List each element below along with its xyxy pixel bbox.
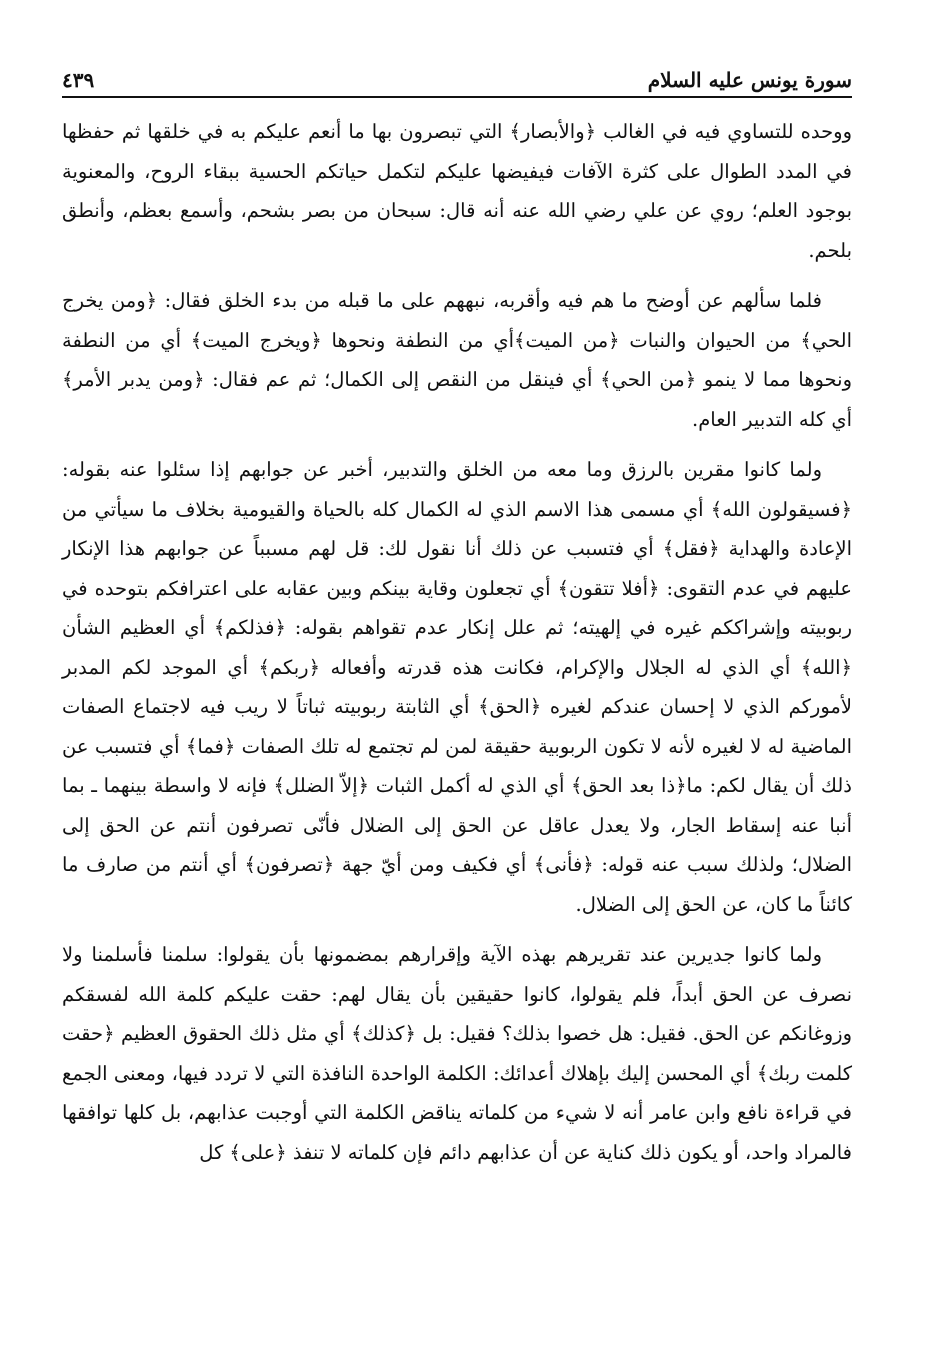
paragraph-3: ولما كانوا مقرين بالرزق وما معه من الخلق والتدبير، أخبر عن جوابهم إذا سئلوا عنه بقوله: ﴿فسيقولون الله﴾ أي مسمى هذا الاسم الذي له الكمال كله بالحياة والقيومية بخلاف ما سيأتي من الإعادة والهداية ﴿فقل﴾ أي فتسبب عن ذلك أنا نقول لك: قل لهم مسبباً عن جوابهم هذا الإنكار عليهم في عدم التقوى: ﴿أفلا تتقون﴾ أي تجعلون وقاية بينكم وبين عقابه على اعترافكم بتوحده في ربوبيته وإشراككم غيره في إلهيته؛ ثم علل إنكار عدم تقواهم بقوله: ﴿فذلكم﴾ أي العظيم الشأن ﴿الله﴾ أي الذي له الجلال والإكرام، فكانت هذه قدرته وأفعاله ﴿ربكم﴾ أي الموجد لكم المدبر لأموركم الذي لا إحسان عندكم لغيره ﴿الحق﴾ أي الثابتة ربوبيته ثباتاً لا ريب فيه لاجتماع الصفات الماضية له لا لغيره لأنه لا تكون الربوبية حقيقة لمن لم تجتمع له تلك الصفات ﴿فما﴾ أي فتسبب عن ذلك أن يقال لكم: ما﴿ذا بعد الحق﴾ أي الذي له أكمل الثبات ﴿إلاّ الضلل﴾ فإنه لا واسطة بينهما ـ بما أنبا عنه إسقاط الجار، ولا يعدل عاقل عن الحق إلى الضلال فأنّى تصرفون أنتم عن الحق إلى الضلال؛ ولذلك سبب عنه قوله: ﴿فأنى﴾ أي فكيف ومن أيّ جهة ﴿تصرفون﴾ أي أنتم من صارف ما كائناً ما كان، عن الحق إلى الضلال. — [62, 458, 852, 916]
paragraph-4: ولما كانوا جديرين عند تقريرهم بهذه الآية وإقرارهم بمضمونها بأن يقولوا: سلمنا فأسلمنا ولا نصرف عن الحق أبداً، فلم يقولوا، كانوا حقيقين بأن يقال لهم: حقت عليكم كلمة الله لفسقكم وزوغانكم عن الحق. فقيل: هل خصوا بذلك؟ فقيل: بل ﴿كذلك﴾ أي مثل ذلك الحقوق العظيم ﴿حقت كلمت ربك﴾ أي المحسن إليك بإهلاك أعدائك: الكلمة الواحدة النافذة التي لا تردد فيها، ومعنى الجمع في قراءة نافع وابن عامر أنه لا شيء من كلماته يناقض الكلمة التي أوجبت عذابهم، بل كلها توافقها فالمراد واحد، أو يكون ذلك كناية عن أن عذابهم دائم فإن كلماته لا تنفذ ﴿على﴾ كل — [62, 943, 852, 1164]
running-title: سورة يونس عليه السلام — [647, 68, 852, 92]
page-header — [62, 58, 852, 98]
page-body — [62, 112, 852, 1183]
paragraph-1: ووحده للتساوي فيه في الغالب ﴿والأبصار﴾ التي تبصرون بها ما أنعم عليكم به في خلقها ثم حفظها في المدد الطوال على كثرة الآفات فيفيضها عليكم لتكمل حياتكم الحسية ببقاء الروح، والمعنوية بوجود العلم؛ روي عن علي رضي الله عنه أنه قال: سبحان من بصر بشحم، وأسمع بعظم، وأنطق بلحم. — [62, 120, 852, 262]
page-number: ٤٣٩ — [62, 68, 95, 92]
paragraph-2: فلما سألهم عن أوضح ما هم فيه وأقربه، نبههم على ما قبله من بدء الخلق فقال: ﴿ومن يخرج الحي﴾ من الحيوان والنبات ﴿من الميت﴾أي من النطفة ونحوها ﴿ويخرج الميت﴾ أي من النطفة ونحوها مما لا ينمو ﴿من الحي﴾ أي فينقل من النقص إلى الكمال؛ ثم عم فقال: ﴿ومن يدبر الأمر﴾ أي كله التدبير العام. — [62, 289, 852, 431]
